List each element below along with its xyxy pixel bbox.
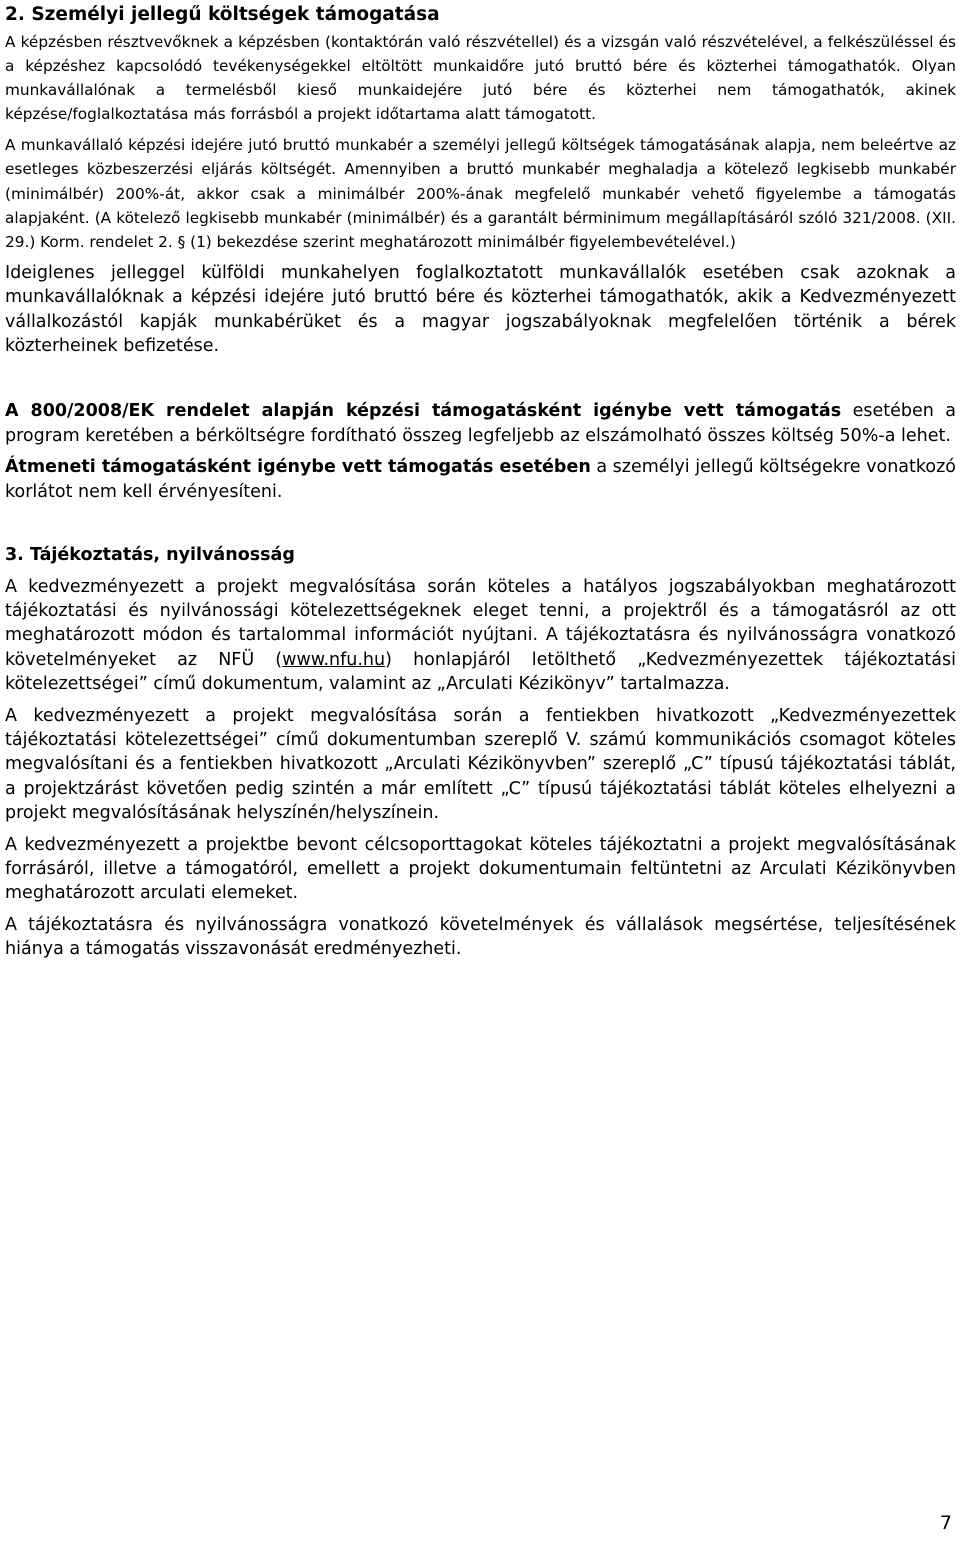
section-3-paragraph-1-text-after: ) honlapjáról letölthető „Kedvezményezettek tájékoztatási kötelezettségei” című dokumentum, valamint az „Arculati Kézikönyv” tartalmazza. bbox=[5, 649, 956, 695]
page-number: 7 bbox=[939, 1512, 952, 1534]
section-2-paragraph-4 bbox=[5, 399, 956, 448]
nfu-website-link[interactable]: www.nfu.hu bbox=[282, 649, 386, 670]
section-2-paragraph-3: Ideiglenes jelleggel külföldi munkahelyen foglalkoztatott munkavállalók esetében csak azoknak a munkavállalóknak a képzési idejére jutó bruttó bére és közterhei támogathatók, akik a Kedvezményezett vállalkozástól kapják munkabérüket és a magyar jogszabályoknak megfelelően történik a bérek közterheinek befizetése. bbox=[5, 262, 956, 357]
document-page bbox=[5, 0, 956, 962]
section-2-paragraph-1: A képzésben résztvevőknek a képzésben (kontaktórán való részvétellel) és a vizsgán való részvételével, a felkészüléssel és a képzéshez kapcsolódó tevékenységekkel eltöltött munkaidőre jutó bruttó bére és közterhei támogathatók. Olyan munkavállalónak a termelésből kieső munkaidejére jutó bére és közterhei nem támogathatók, akinek képzése/foglalkoztatása más forrásból a projekt időtartama alatt támogatott. bbox=[5, 33, 956, 124]
section-2-heading: 2. Személyi jellegű költségek támogatása bbox=[5, 4, 440, 25]
section-3-paragraph-1 bbox=[5, 575, 956, 697]
section-2-paragraph-5 bbox=[5, 455, 956, 504]
section-3-paragraph-2: A kedvezményezett a projekt megvalósítása során a fentiekben hivatkozott „Kedvezményezettek tájékoztatási kötelezettségei” című dokumentumban szereplő V. számú kommunikációs csomagot köteles megvalósítani és a fentiekben hivatkozott „Arculati Kézikönyvben” szereplő „C” típusú tájékoztatási táblát, a projektzárást követően pedig szintén a már említett „C” típusú tájékoztatási táblát köteles elhelyezni a projekt megvalósításának helyszínén/helyszínein. bbox=[5, 705, 956, 824]
section-3-paragraph-3: A kedvezményezett a projektbe bevont célcsoporttagokat köteles tájékoztatni a projekt megvalósításának forrásáról, illetve a támogatóról, emellett a projekt dokumentumain feltüntetni az Arculati Kézikönyvben meghatározott arculati elemeket. bbox=[5, 834, 956, 904]
section-3-heading: 3. Tájékoztatás, nyilvánosság bbox=[5, 545, 295, 566]
section-3-paragraph-1-text-before: A kedvezményezett a projekt megvalósítása során köteles a hatályos jogszabályokban meghatározott tájékoztatási és nyilvánossági kötelezettségeknek eleget tenni, a projektről és a támogatásról az ott meghatározott módon és tartalommal információt nyújtani. A tájékoztatásra és nyilvánosságra vonatkozó követelményeket az NFÜ ( bbox=[5, 576, 956, 670]
section-2-paragraph-2: A munkavállaló képzési idejére jutó bruttó munkabér a személyi jellegű költségek támogatásának alapja, nem beleértve az esetleges közbeszerzési eljárás költségét. Amennyiben a bruttó munkabér meghaladja a kötelező legkisebb munkabér (minimálbér) 200%-át, akkor csak a minimálbér 200%-ának megfelelő munkabér vehető figyelembe a támogatás alapjaként. (A kötelező legkisebb munkabér (minimálbér) és a garantált bérminimum megállapításáról szóló 321/2008. (XII. 29.) Korm. rendelet 2. § (1) bekezdése szerint meghatározott minimálbér figyelembevételével.) bbox=[5, 136, 956, 251]
section-2-paragraph-5-bold: Átmeneti támogatásként igénybe vett támogatás esetében bbox=[5, 457, 591, 478]
section-2-paragraph-5-text: a személyi jellegű költségekre vonatkozó korlátot nem kell érvényesíteni. bbox=[5, 457, 956, 502]
section-2-paragraph-4-text: esetében a program keretében a bérköltségre fordítható összeg legfeljebb az elszámolható összes költség 50%-a lehet. bbox=[5, 401, 956, 446]
section-2-paragraph-4-bold: A 800/2008/EK rendelet alapján képzési támogatásként igénybe vett támogatás bbox=[5, 401, 842, 422]
section-3-paragraph-4: A tájékoztatásra és nyilvánosságra vonatkozó követelmények és vállalások megsértése, teljesítésének hiánya a támogatás visszavonását eredményezheti. bbox=[5, 914, 956, 960]
